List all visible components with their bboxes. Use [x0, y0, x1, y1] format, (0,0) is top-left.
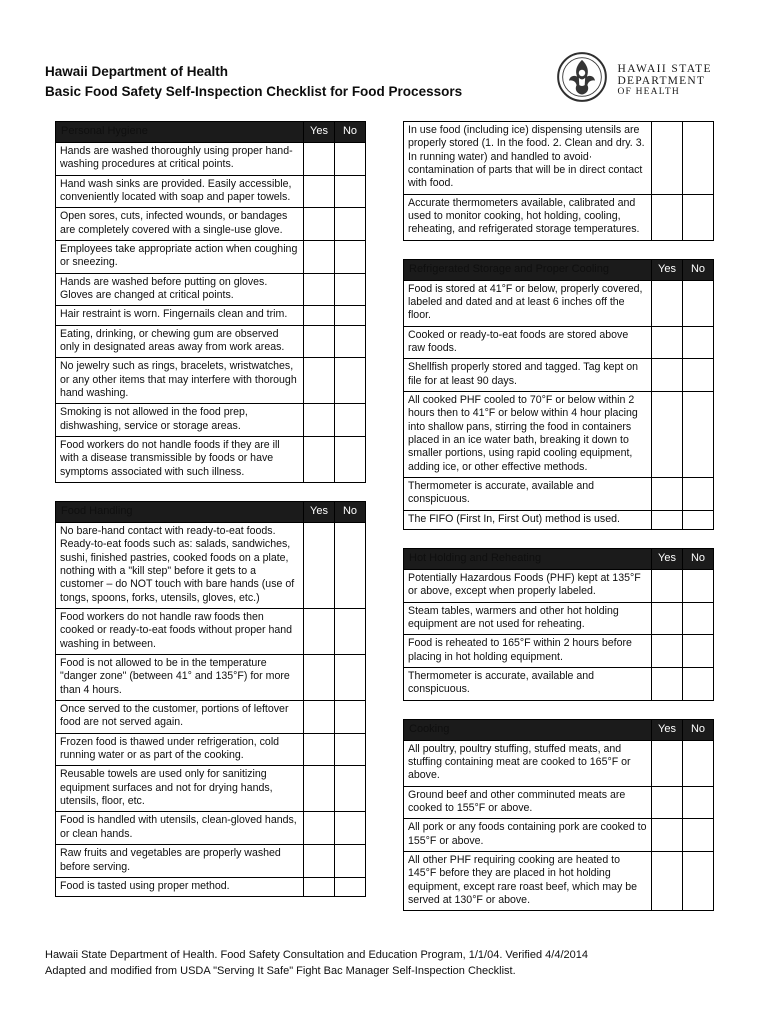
checklist-item-text: Thermometer is accurate, available and conspicuous.	[408, 670, 595, 696]
checklist-row	[56, 522, 365, 608]
yes-column-header: Yes	[303, 502, 334, 522]
checklist-item-text: Eating, drinking, or chewing gum are observed only in designated areas away from work areas.	[60, 327, 285, 353]
checklist-item-text: Hand wash sinks are provided. Easily accessible, conveniently located with soap and paper towels.	[60, 177, 292, 203]
checklist-table	[55, 121, 366, 483]
no-checkbox-cell[interactable]	[682, 478, 713, 510]
no-checkbox-cell[interactable]	[334, 701, 365, 733]
checklist-item-text: Reusable towels are used only for sanitizing equipment surfaces and not for drying hands, utensils, floor, etc.	[60, 768, 273, 808]
no-checkbox-cell[interactable]	[682, 281, 713, 326]
doh-logo-line3: OF HEALTH	[617, 86, 680, 97]
checklist-item-text: Potentially Hazardous Foods (PHF) kept at 135°F or above, except when properly labeled.	[408, 571, 641, 598]
checklist-item-text: No jewelry such as rings, bracelets, wristwatches, or any other items that may interfere with thorough hand washing.	[60, 360, 297, 400]
checklist-item-text: Employees take appropriate action when coughing or sneezing.	[60, 242, 298, 269]
yes-checkbox-cell[interactable]	[651, 478, 682, 510]
section-title: Personal Hygiene	[61, 125, 148, 137]
no-checkbox-cell[interactable]	[334, 655, 365, 700]
doh-logo-text	[618, 63, 713, 97]
doh-logo	[555, 50, 713, 109]
checklist-item-text: Accurate thermometers available, calibrated and used to monitor cooking, hot holding, cooling, reheating, and refrigerated storage temperatures.	[408, 196, 640, 236]
yes-checkbox-cell[interactable]	[651, 787, 682, 819]
section-title: Hot Holding and Reheating	[409, 552, 542, 565]
checklist-row	[56, 654, 365, 700]
no-checkbox-cell[interactable]	[334, 734, 365, 766]
no-checkbox-cell[interactable]	[334, 845, 365, 877]
checklist-item-text: Food workers do not handle raw foods then cooked or ready-to-eat foods without proper hand washing in between.	[60, 611, 293, 650]
table-header-row	[56, 122, 365, 142]
section-title: Cooking	[409, 722, 450, 735]
yes-checkbox-cell[interactable]	[651, 511, 682, 529]
no-checkbox-cell[interactable]	[334, 437, 365, 482]
checklist-row	[56, 877, 365, 896]
checklist-row	[404, 326, 713, 359]
checklist-item-text: Steam tables, warmers and other hot holding equipment are not used for reheating.	[408, 604, 619, 630]
yes-column-header: Yes	[651, 720, 682, 740]
no-column-header: No	[682, 720, 713, 740]
checklist-item-text: Once served to the customer, portions of leftover food are not served again.	[60, 703, 289, 729]
yes-checkbox-cell[interactable]	[303, 274, 334, 306]
no-checkbox-cell[interactable]	[682, 819, 713, 851]
no-checkbox-cell[interactable]	[682, 327, 713, 359]
no-column-header: No	[682, 260, 713, 280]
yes-checkbox-cell[interactable]	[651, 359, 682, 391]
checklist-content	[55, 121, 714, 929]
checklist-row	[56, 811, 365, 844]
yes-checkbox-cell[interactable]	[303, 766, 334, 811]
checklist-row	[404, 510, 713, 529]
checklist-row	[404, 602, 713, 635]
yes-checkbox-cell[interactable]	[303, 176, 334, 208]
yes-checkbox-cell[interactable]	[303, 306, 334, 324]
left-column	[55, 121, 366, 929]
yes-checkbox-cell[interactable]	[303, 812, 334, 844]
yes-checkbox-cell[interactable]	[303, 609, 334, 654]
yes-column-header: Yes	[651, 260, 682, 280]
no-checkbox-cell[interactable]	[682, 787, 713, 819]
checklist-row	[404, 280, 713, 326]
checklist-row	[56, 142, 365, 175]
checklist-row	[56, 403, 365, 436]
table-header-row	[404, 549, 713, 569]
yes-checkbox-cell[interactable]	[303, 734, 334, 766]
checklist-row	[56, 207, 365, 240]
checklist-row	[56, 325, 365, 358]
checklist-row	[56, 436, 365, 482]
checklist-row	[404, 740, 713, 786]
yes-checkbox-cell[interactable]	[651, 603, 682, 635]
checklist-item-text: Hands are washed before putting on gloves. Gloves are changed at critical points.	[60, 275, 268, 301]
checklist-row	[56, 765, 365, 811]
checklist-table	[403, 121, 714, 241]
checklist-row	[56, 273, 365, 306]
checklist-item-text: Hair restraint is worn. Fingernails clean and trim.	[60, 308, 288, 321]
checklist-table	[403, 548, 714, 701]
checklist-row	[56, 844, 365, 877]
doh-logo-line2: DEPARTMENT	[617, 74, 706, 87]
no-checkbox-cell[interactable]	[682, 852, 713, 910]
doh-seal-icon	[555, 50, 609, 109]
checklist-item-text: The FIFO (First In, First Out) method is used.	[408, 512, 620, 525]
no-checkbox-cell[interactable]	[682, 122, 713, 194]
yes-checkbox-cell[interactable]	[651, 635, 682, 667]
yes-checkbox-cell[interactable]	[303, 404, 334, 436]
yes-checkbox-cell[interactable]	[651, 122, 682, 194]
checklist-row	[56, 240, 365, 273]
checklist-row	[56, 305, 365, 324]
yes-checkbox-cell[interactable]	[303, 241, 334, 273]
checklist-table	[55, 501, 366, 897]
document-title: Basic Food Safety Self-Inspection Checklist for Food Processors	[45, 83, 463, 99]
org-title: Hawaii Department of Health	[45, 64, 229, 79]
table-header-row	[404, 720, 713, 740]
no-checkbox-cell[interactable]	[682, 635, 713, 667]
yes-checkbox-cell[interactable]	[651, 668, 682, 700]
document-footer	[45, 948, 588, 980]
checklist-item-text: Smoking is not allowed in the food prep, dishwashing, service or storage areas.	[60, 406, 248, 432]
checklist-item-text: Hands are washed thoroughly using proper hand-washing procedures at critical points.	[60, 144, 293, 171]
no-checkbox-cell[interactable]	[334, 766, 365, 811]
checklist-item-text: All other PHF requiring cooking are heated to 145°F before they are placed in hot holding equipment, except rare roast beef, which may be served at 130°F or above.	[408, 853, 638, 907]
yes-checkbox-cell[interactable]	[651, 392, 682, 477]
no-column-header: No	[682, 549, 713, 569]
checklist-row	[56, 175, 365, 208]
no-checkbox-cell[interactable]	[682, 359, 713, 391]
checklist-item-text: All pork or any foods containing pork are cooked to 155°F or above.	[408, 821, 647, 847]
checklist-item-text: Thermometer is accurate, available and conspicuous.	[408, 480, 595, 506]
checklist-row	[404, 477, 713, 510]
no-checkbox-cell[interactable]	[682, 511, 713, 529]
checklist-row	[404, 122, 713, 194]
checklist-table	[403, 259, 714, 530]
checklist-row	[404, 569, 713, 602]
checklist-row	[404, 786, 713, 819]
no-column-header: No	[334, 502, 365, 522]
section-title: Refrigerated Storage and Proper Cooling	[409, 262, 609, 275]
checklist-item-text: Food is stored at 41°F or below, properly covered, labeled and dated and at least 6 inches off the floor.	[408, 282, 643, 322]
yes-checkbox-cell[interactable]	[303, 208, 334, 240]
checklist-item-text: All poultry, poultry stuffing, stuffed meats, and stuffing containing meat are cooked to 165°F or above.	[408, 742, 631, 782]
no-checkbox-cell[interactable]	[334, 609, 365, 654]
checklist-item-text: Food is tasted using proper method.	[60, 879, 230, 892]
yes-checkbox-cell[interactable]	[303, 358, 334, 403]
yes-checkbox-cell[interactable]	[303, 326, 334, 358]
checklist-row	[56, 700, 365, 733]
no-column-header: No	[334, 122, 365, 142]
right-column	[403, 121, 714, 929]
no-checkbox-cell[interactable]	[682, 741, 713, 786]
checklist-row	[404, 634, 713, 667]
yes-checkbox-cell[interactable]	[651, 570, 682, 602]
checklist-row	[404, 851, 713, 910]
checklist-item-text: All cooked PHF cooled to 70°F or below within 2 hours then to 41°F or below within 4 hour placing into shallow pans, stirring the food in containers placed in an ice water bath, breaking it down to smaller portions, using rapid cooling equipment, adding ice, or other effective methods.	[408, 394, 638, 473]
checklist-table	[403, 719, 714, 912]
table-header-row	[404, 260, 713, 280]
checklist-item-text: Open sores, cuts, infected wounds, or bandages are completely covered with a single-use glove.	[60, 210, 288, 236]
no-checkbox-cell[interactable]	[682, 603, 713, 635]
yes-checkbox-cell[interactable]	[651, 281, 682, 326]
no-checkbox-cell[interactable]	[334, 404, 365, 436]
checklist-row	[404, 194, 713, 240]
yes-checkbox-cell[interactable]	[651, 195, 682, 240]
checklist-item-text: In use food (including ice) dispensing utensils are properly stored (1. In the food. 2. Clean and dry. 3. In running water) and handled to avoid· contamination of parts that will be in direct contact with food.	[408, 124, 645, 190]
no-checkbox-cell[interactable]	[334, 326, 365, 358]
no-checkbox-cell[interactable]	[334, 143, 365, 175]
checklist-item-text: Cooked or ready-to-eat foods are stored above raw foods.	[408, 328, 629, 354]
yes-checkbox-cell[interactable]	[303, 701, 334, 733]
checklist-item-text: Food workers do not handle foods if they are ill with a disease transmissible by foods or have symptoms associated with such illness.	[60, 439, 280, 478]
footer-line2: Adapted and modified from USDA "Serving It Safe" Fight Bac Manager Self-Inspection Checklist.	[45, 964, 516, 977]
table-header-row	[56, 502, 365, 522]
checklist-row	[404, 667, 713, 700]
checklist-item-text: Food is reheated to 165°F within 2 hours before placing in hot holding equipment.	[408, 637, 632, 663]
checklist-row	[404, 358, 713, 391]
no-checkbox-cell[interactable]	[334, 274, 365, 306]
no-checkbox-cell[interactable]	[334, 523, 365, 608]
checklist-item-text: Raw fruits and vegetables are properly washed before serving.	[60, 847, 281, 873]
no-checkbox-cell[interactable]	[334, 812, 365, 844]
checklist-row	[404, 391, 713, 477]
yes-checkbox-cell[interactable]	[651, 741, 682, 786]
no-checkbox-cell[interactable]	[682, 668, 713, 700]
yes-checkbox-cell[interactable]	[303, 437, 334, 482]
checklist-row	[56, 357, 365, 403]
checklist-item-text: Food is handled with utensils, clean-gloved hands, or clean hands.	[60, 814, 297, 840]
document-header	[45, 62, 462, 101]
checklist-row	[56, 733, 365, 766]
yes-checkbox-cell[interactable]	[651, 819, 682, 851]
no-checkbox-cell[interactable]	[334, 208, 365, 240]
yes-column-header: Yes	[651, 549, 682, 569]
checklist-item-text: Frozen food is thawed under refrigeration, cold running water or as part of the cooking.	[60, 735, 280, 762]
no-checkbox-cell[interactable]	[334, 878, 365, 896]
yes-column-header: Yes	[303, 122, 334, 142]
checklist-item-text: Shellfish properly stored and tagged. Tag kept on file for at least 90 days.	[408, 361, 639, 387]
no-checkbox-cell[interactable]	[334, 306, 365, 324]
yes-checkbox-cell[interactable]	[303, 523, 334, 608]
no-checkbox-cell[interactable]	[682, 195, 713, 240]
yes-checkbox-cell[interactable]	[303, 878, 334, 896]
checklist-row	[56, 608, 365, 654]
yes-checkbox-cell[interactable]	[303, 143, 334, 175]
footer-line1: Hawaii State Department of Health. Food Safety Consultation and Education Program, 1/1/04. Verified 4/4/2014	[45, 949, 588, 961]
checklist-item-text: Food is not allowed to be in the temperature "danger zone" (between 41° and 135°F) for more than 4 hours.	[60, 657, 290, 696]
no-checkbox-cell[interactable]	[682, 392, 713, 477]
section-title: Food Handling	[61, 505, 133, 518]
yes-checkbox-cell[interactable]	[651, 327, 682, 359]
yes-checkbox-cell[interactable]	[303, 845, 334, 877]
checklist-item-text: Ground beef and other comminuted meats are cooked to 155°F or above.	[408, 788, 626, 814]
no-checkbox-cell[interactable]	[682, 570, 713, 602]
checklist-item-text: No bare-hand contact with ready-to-eat foods. Ready-to-eat foods such as: salads, sandwiches, sushi, finished pastries, cooked foods on a plate, nothing with a "kill step" before it gets to a customer – do NOT touch with bare hands (use of tongs, spoons, forks, utensils, gloves, etc.)	[60, 524, 295, 604]
yes-checkbox-cell[interactable]	[651, 852, 682, 910]
checklist-row	[404, 818, 713, 851]
doh-logo-line1: HAWAII STATE	[617, 62, 712, 75]
yes-checkbox-cell[interactable]	[303, 655, 334, 700]
no-checkbox-cell[interactable]	[334, 358, 365, 403]
no-checkbox-cell[interactable]	[334, 241, 365, 273]
no-checkbox-cell[interactable]	[334, 176, 365, 208]
